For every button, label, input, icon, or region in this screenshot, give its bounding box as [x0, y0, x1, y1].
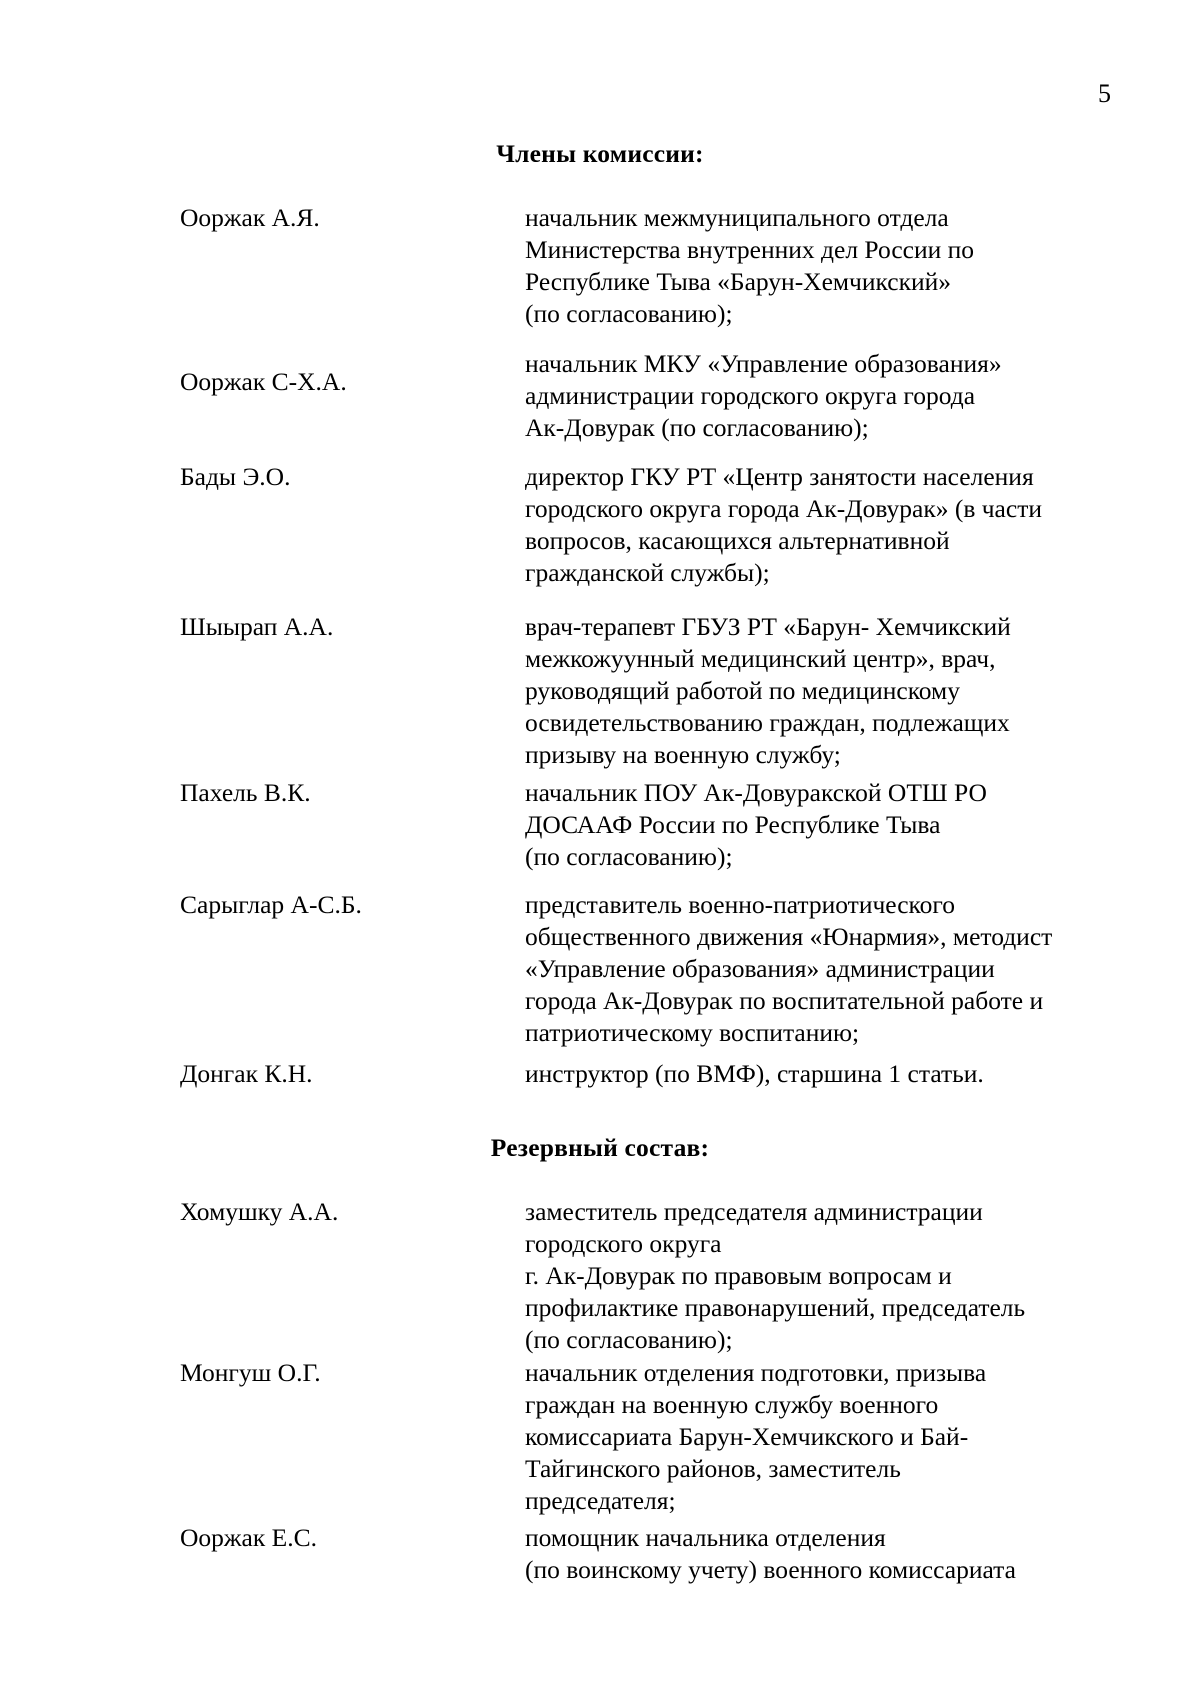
member-position-line: городского округа города Ак-Довурак» (в части	[525, 494, 1042, 523]
member-position-line: начальник межмуниципального отдела	[525, 203, 949, 232]
member-position-line: начальник ПОУ Ак-Довуракской ОТШ РО	[525, 778, 987, 807]
member-name: Шыырап А.А.	[180, 612, 334, 641]
reserve-position-line: г. Ак-Довурак по правовым вопросам и	[525, 1261, 952, 1290]
reserve-heading: Резервный состав:	[490, 1133, 710, 1162]
member-position	[525, 461, 1125, 589]
member-position	[525, 348, 1125, 444]
member-position	[525, 889, 1125, 1049]
member-name: Донгак К.Н.	[180, 1059, 313, 1088]
reserve-position-line: помощник начальника отделения	[525, 1523, 886, 1552]
member-name: Сарыглар А-С.Б.	[180, 890, 362, 919]
member-position-line: представитель военно-патриотического	[525, 890, 955, 919]
member-name: Ооржак А.Я.	[180, 203, 320, 232]
member-position-line: призыву на военную службу;	[525, 740, 841, 769]
reserve-position-line: начальник отделения подготовки, призыва	[525, 1358, 987, 1387]
reserve-name: Ооржак Е.С.	[180, 1523, 317, 1552]
reserve-name: Монгуш О.Г.	[180, 1358, 321, 1387]
member-position	[525, 1058, 1125, 1090]
member-position-line: вопросов, касающихся альтернативной	[525, 526, 950, 555]
reserve-position	[525, 1522, 1125, 1586]
member-position-line: ДОСААФ России по Республике Тыва	[525, 810, 941, 839]
member-name: Пахель В.К.	[180, 778, 311, 807]
reserve-position	[525, 1357, 1125, 1517]
member-position-line: (по согласованию);	[525, 299, 733, 328]
member-position	[525, 202, 1125, 330]
member-position-line: директор ГКУ РТ «Центр занятости населения	[525, 462, 1034, 491]
member-position	[525, 611, 1125, 771]
reserve-position-line: профилактике правонарушений, председатель	[525, 1293, 1026, 1322]
member-position-line: врач-терапевт ГБУЗ РТ «Барун- Хемчикский	[525, 612, 1011, 641]
reserve-position-line: Тайгинского районов, заместитель	[525, 1454, 901, 1483]
member-position-line: (по согласованию);	[525, 842, 733, 871]
reserve-position-line: (по воинскому учету) военного комиссариата	[525, 1555, 1016, 1584]
member-position-line: администрации городского округа города	[525, 381, 976, 410]
reserve-position-line: (по согласованию);	[525, 1325, 733, 1354]
member-name: Бады Э.О.	[180, 462, 291, 491]
reserve-position-line: председателя;	[525, 1486, 676, 1515]
member-position-line: освидетельствованию граждан, подлежащих	[525, 708, 1010, 737]
reserve-name: Хомушку А.А.	[180, 1197, 339, 1226]
member-position-line: руководящий работой по медицинскому	[525, 676, 960, 705]
member-position-line: начальник МКУ «Управление образования»	[525, 349, 1002, 378]
member-position-line: инструктор (по ВМФ), старшина 1 статьи.	[525, 1059, 984, 1088]
member-position-line: города Ак-Довурак по воспитательной работе и	[525, 986, 1044, 1015]
member-position-line: межкожуунный медицинский центр», врач,	[525, 644, 996, 673]
reserve-position-line: заместитель председателя администрации	[525, 1197, 983, 1226]
reserve-position	[525, 1196, 1125, 1356]
member-name: Ооржак С-Х.А.	[180, 367, 347, 396]
member-position-line: общественного движения «Юнармия», методист	[525, 922, 1053, 951]
member-position-line: Ак-Довурак (по согласованию);	[525, 413, 869, 442]
member-position-line: патриотическому воспитанию;	[525, 1018, 860, 1047]
member-position-line: «Управление образования» администрации	[525, 954, 995, 983]
member-position-line: гражданской службы);	[525, 558, 770, 587]
reserve-position-line: комиссариата Барун-Хемчикского и Бай-	[525, 1422, 969, 1451]
member-position	[525, 777, 1125, 873]
member-position-line: Министерства внутренних дел России по	[525, 235, 975, 264]
reserve-position-line: городского округа	[525, 1229, 722, 1258]
members-heading: Члены комиссии:	[496, 139, 704, 168]
reserve-position-line: граждан на военную службу военного	[525, 1390, 939, 1419]
member-position-line: Республике Тыва «Барун-Хемчикский»	[525, 267, 952, 296]
page-number: 5	[1098, 79, 1111, 108]
